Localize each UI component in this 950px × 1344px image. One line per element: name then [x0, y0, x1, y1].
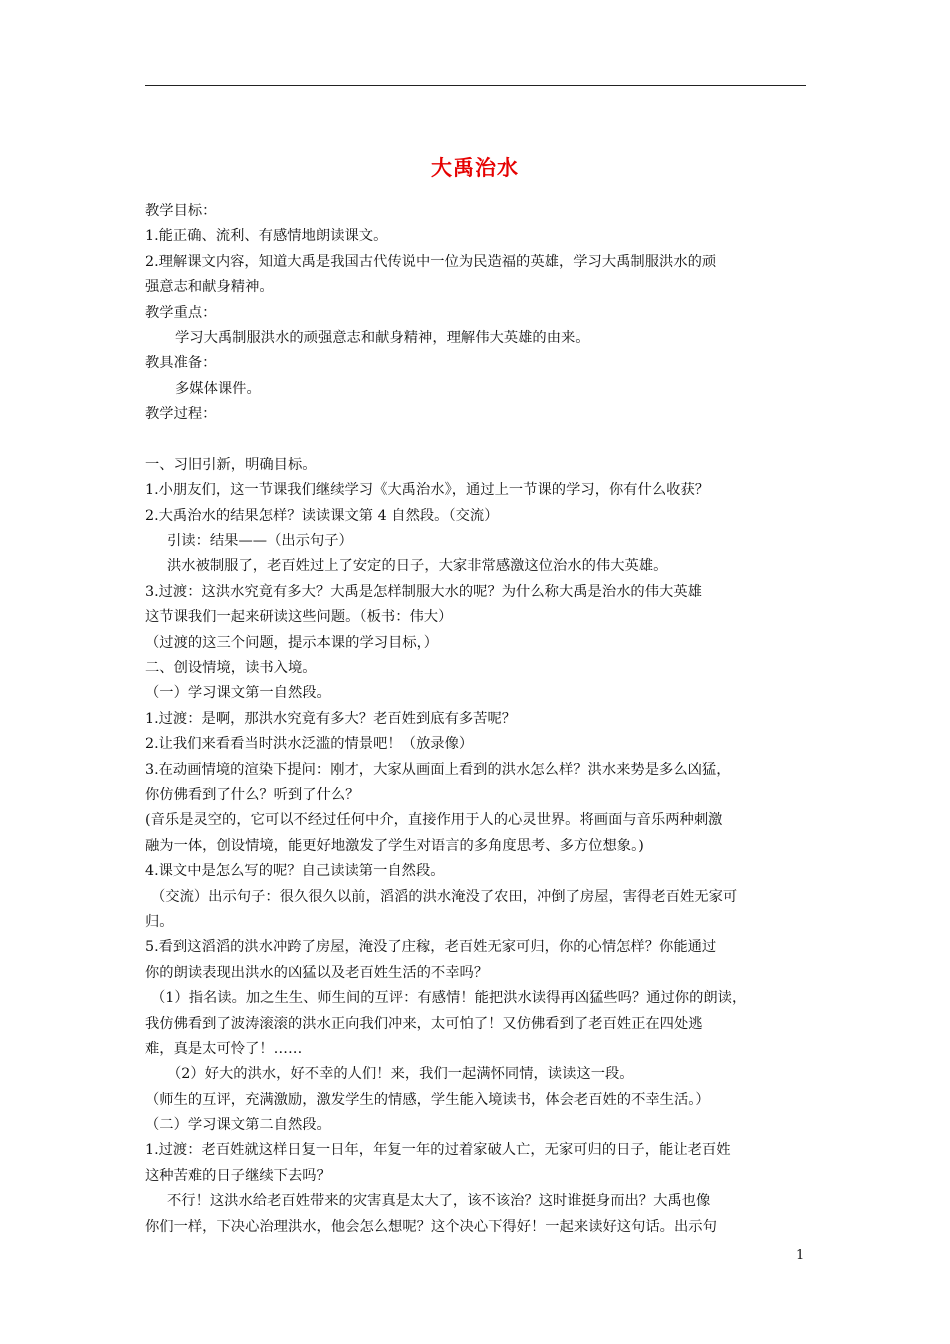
materials-text: 多媒体课件。 — [175, 380, 261, 397]
paragraph-line: （过渡的这三个问题，提示本课的学习目标，） — [145, 634, 439, 651]
page-number: 1 — [796, 1248, 805, 1263]
blank-line — [145, 428, 809, 453]
quoted-sentence: 洪水被制服了，老百姓过上了安定的日子，大家非常感激这位治水的伟大英雄。 — [167, 558, 668, 575]
key-point-text: 学习大禹制服洪水的顽强意志和献身精神，理解伟大英雄的由来。 — [175, 329, 590, 346]
objective-item-continued: 强意志和献身精神。 — [145, 279, 274, 296]
header-rule — [145, 85, 806, 86]
document-title: 大禹治水 — [431, 156, 519, 180]
objective-item: 2.理解课文内容，知道大禹是我国古代传说中一位为民造福的英雄，学习大禹制服洪水的顽 — [145, 253, 717, 270]
paragraph-line: 2.让我们来看看当时洪水泛滥的情景吧！（放录像） — [145, 736, 474, 753]
part-heading: 一、习旧引新，明确目标。 — [145, 456, 317, 473]
paragraph-line: 这节课我们一起来研读这些问题。（板书：伟大） — [145, 609, 453, 626]
paragraph-line: 这种苦难的日子继续下去吗？ — [145, 1167, 331, 1184]
paragraph-line: (音乐是灵空的，它可以不经过任何中介，直接作用于人的心灵世界。将画面与音乐两种刺激 — [145, 812, 723, 829]
section-heading-objectives: 教学目标： — [145, 203, 217, 219]
section-heading-process: 教学过程： — [145, 406, 217, 423]
paragraph-line: 1.过渡：老百姓就这样日复一日年，年复一年的过着家破人亡，无家可归的日子，能让老百姓 — [145, 1142, 731, 1159]
paragraph-line: 融为一体，创设情境，能更好地激发了学生对语言的多角度思考、多方位想象。) — [145, 837, 644, 854]
paragraph-line: 你的朗读表现出洪水的凶猛以及老百姓生活的不幸吗？ — [145, 964, 489, 981]
paragraph-line: 归。 — [145, 913, 174, 930]
paragraph-line: （师生的互评，充满激励，激发学生的情感，学生能入境读书，体会老百姓的不幸生活。） — [145, 1091, 710, 1108]
paragraph-line: 1.小朋友们，这一节课我们继续学习《大禹治水》，通过上一节课的学习，你有什么收获？ — [145, 482, 710, 499]
paragraph-line: 3.过渡：这洪水究竟有多大？大禹是怎样制服大水的呢？为什么称大禹是治水的伟大英雄 — [145, 583, 702, 600]
paragraph-line: 难，真是太可怜了！…… — [145, 1040, 303, 1057]
paragraph-line: （交流）出示句子：很久很久以前，滔滔的洪水淹没了农田，冲倒了房屋，害得老百姓无家可 — [151, 888, 738, 905]
subsection-heading: （一）学习课文第一自然段。 — [145, 685, 331, 702]
paragraph-line: 我仿佛看到了波涛滚滚的洪水正向我们冲来，太可怕了！又仿佛看到了老百姓正在四处逃 — [145, 1015, 703, 1032]
section-heading-key-points: 教学重点： — [145, 304, 217, 321]
paragraph-line: 5.看到这滔滔的洪水冲跨了房屋，淹没了庄稼，老百姓无家可归，你的心情怎样？你能通过 — [145, 939, 717, 956]
paragraph-line: 1.过渡：是啊，那洪水究竟有多大？老百姓到底有多苦呢？ — [145, 710, 517, 727]
paragraph-line: 你仿佛看到了什么？听到了什么？ — [145, 786, 360, 803]
subsection-heading: （二）学习课文第二自然段。 — [145, 1117, 331, 1134]
objective-item: 1.能正确、流利、有感情地朗读课文。 — [145, 228, 388, 245]
paragraph-line: （1）指名读。加之生生、师生间的互评：有感情！能把洪水读得再凶猛些吗？通过你的朗读， — [151, 990, 747, 1007]
paragraph-line: 不行！这洪水给老百姓带来的灾害真是太大了，该不该治？这时谁挺身而出？大禹也像 — [167, 1193, 711, 1210]
paragraph-line: 2.大禹治水的结果怎样？读读课文第 4 自然段。（交流） — [145, 507, 499, 524]
paragraph-line: 你们一样，下决心治理洪水，他会怎么想呢？这个决心下得好！一起来读好这句话。出示句 — [145, 1218, 717, 1235]
paragraph-line: 4.课文中是怎么写的呢？自己读读第一自然段。 — [145, 863, 445, 880]
paragraph-line: 引读：结果——（出示句子） — [167, 533, 353, 550]
document-body — [145, 199, 809, 1240]
paragraph-line: （2）好大的洪水，好不幸的人们！来，我们一起满怀同情，读读这一段。 — [167, 1066, 634, 1083]
part-heading: 二、创设情境，读书入境。 — [145, 660, 317, 677]
section-heading-materials: 教具准备： — [145, 355, 217, 372]
paragraph-line: 3.在动画情境的渲染下提问：刚才，大家从画面上看到的洪水怎么样？洪水来势是多么凶猛， — [145, 761, 731, 778]
